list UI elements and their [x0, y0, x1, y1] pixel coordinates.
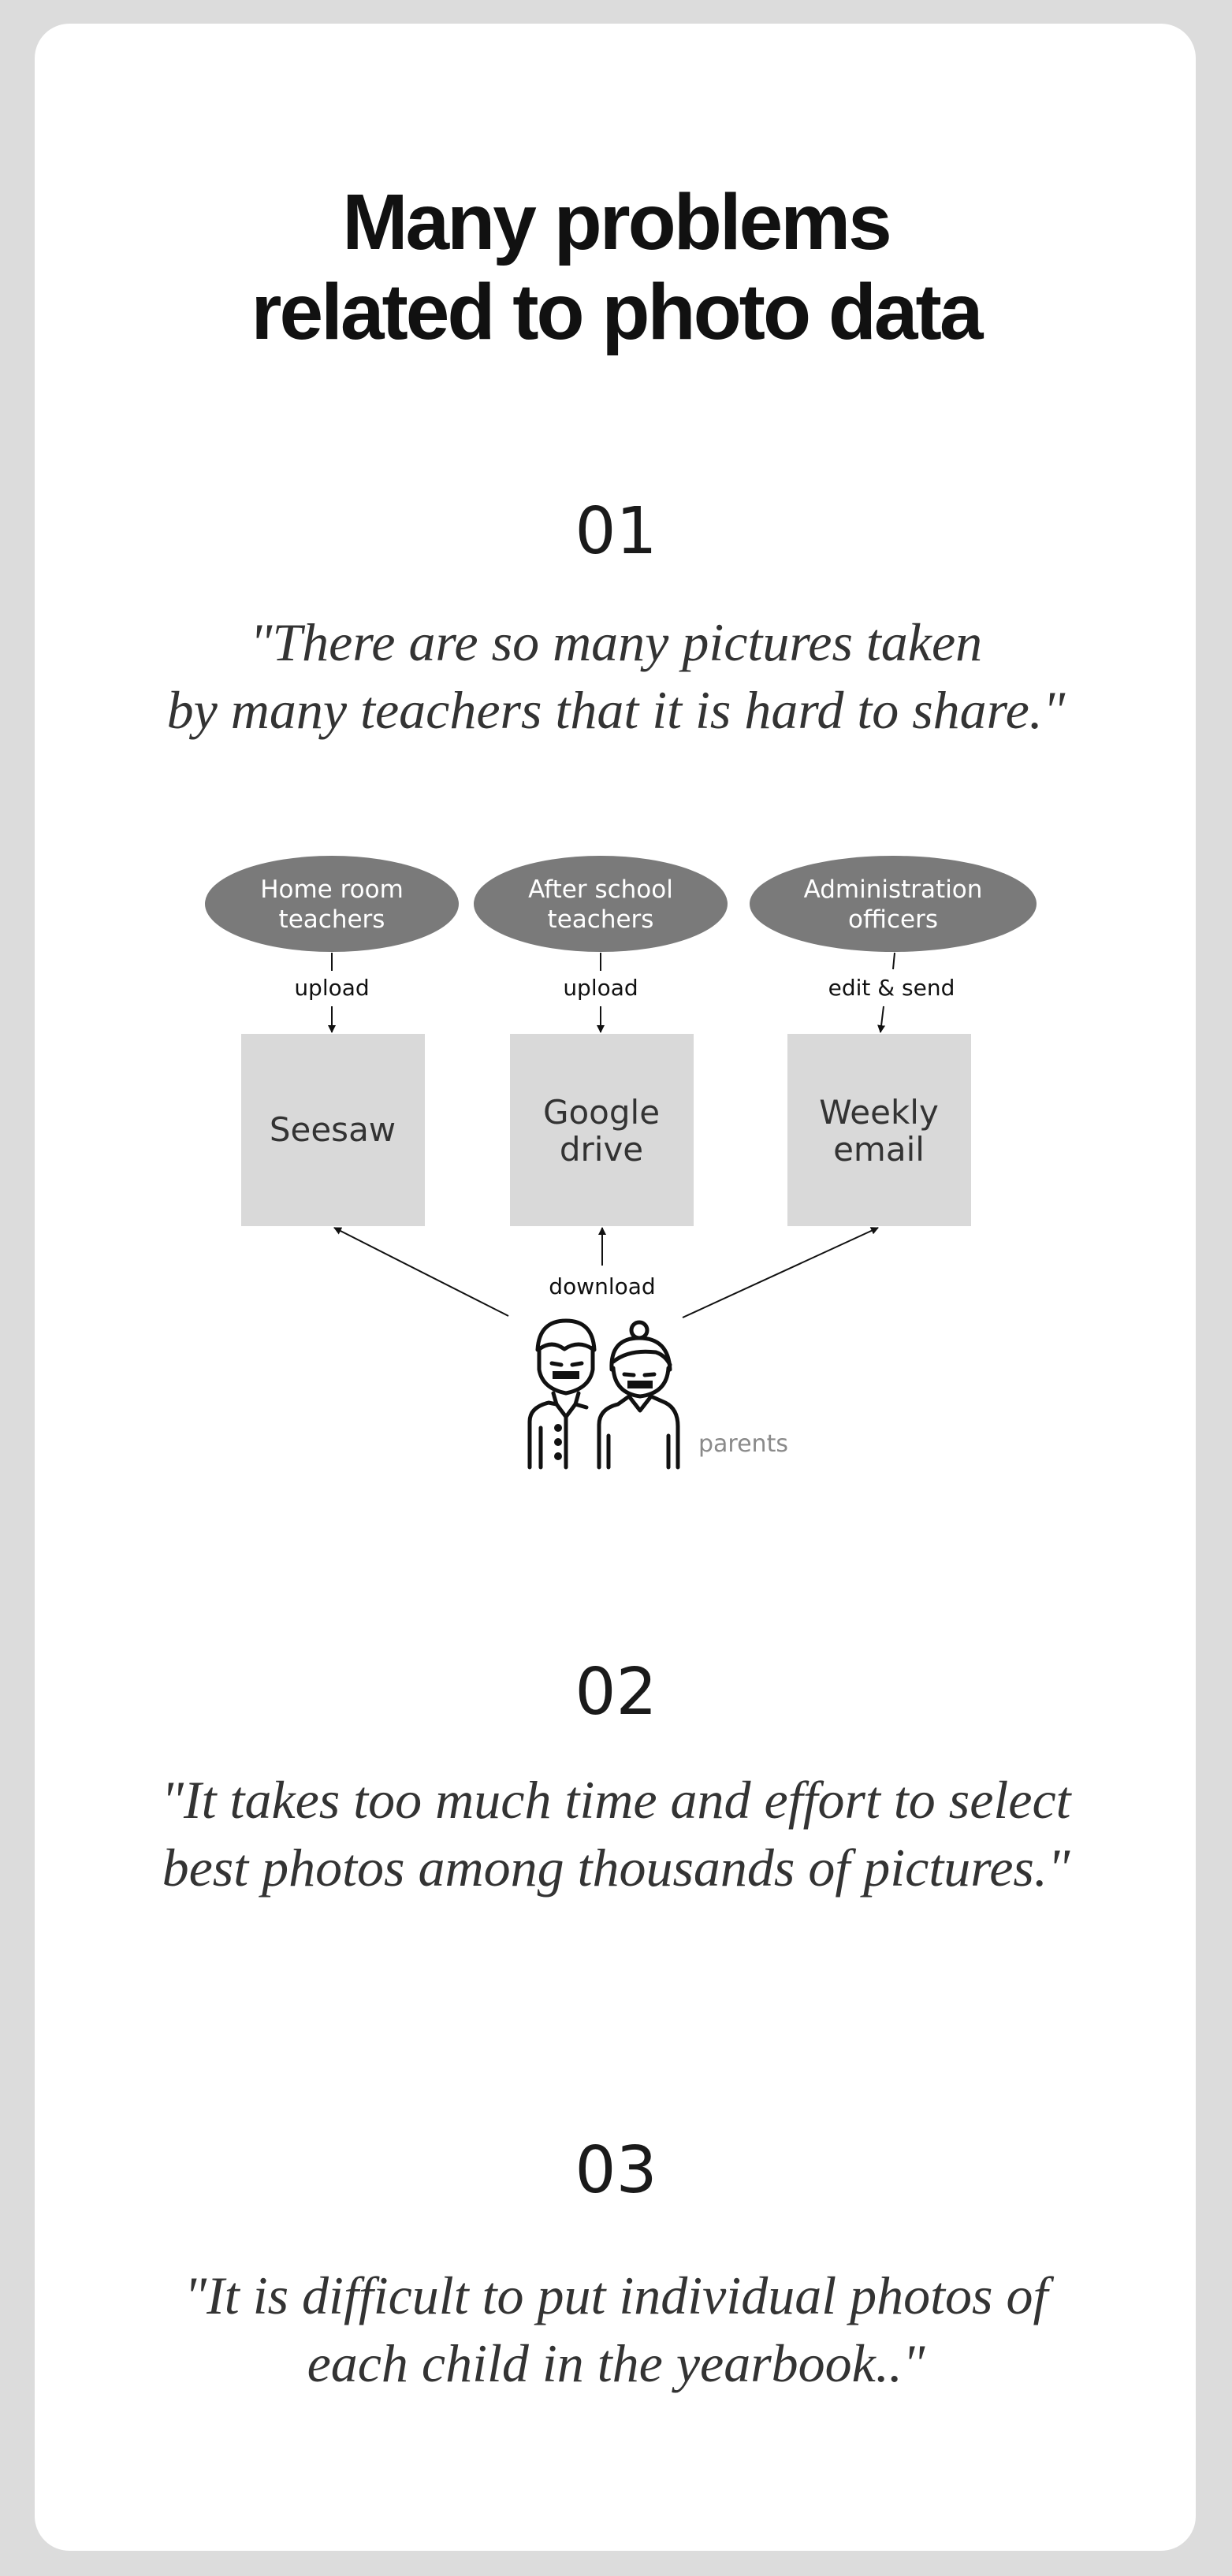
parents-label: parents [698, 1430, 788, 1458]
section-number-03: 03 [575, 2133, 657, 2208]
arrow-parents-to-seesaw [334, 1228, 508, 1316]
section-number-02: 02 [575, 1655, 657, 1730]
destination-label-line-2: drive [559, 1130, 644, 1169]
action-label-upload: upload [563, 975, 638, 1001]
connector-line [893, 953, 895, 969]
quote-01-line-2: by many teachers that it is hard to share." [166, 680, 1066, 740]
parents-icon [530, 1321, 678, 1467]
section-quote-02 [0, 1766, 1232, 1901]
download-label: download [549, 1273, 656, 1299]
source-label-line-2: teachers [278, 905, 385, 934]
destination-seesaw [241, 1034, 425, 1226]
section-number-01: 01 [575, 494, 657, 569]
source-afterschool-teachers [474, 856, 728, 952]
destination-label-line-1: Weekly [819, 1093, 939, 1132]
source-label-line-1: Home room [260, 875, 404, 904]
quote-02-line-2: best photos among thousands of pictures." [162, 1838, 1070, 1898]
destination-google-drive [510, 1034, 694, 1226]
source-administration-officers [750, 856, 1037, 952]
title-line-1: Many problems [342, 178, 890, 266]
action-label-upload: upload [294, 975, 370, 1001]
destination-label-line-1: Google [542, 1093, 661, 1132]
source-label-line-2: teachers [547, 905, 654, 934]
action-label-edit-send: edit & send [828, 975, 955, 1001]
section-quote-03 [0, 2262, 1232, 2397]
quote-01-line-1: "There are so many pictures taken [249, 612, 983, 672]
quote-02-line-1: "It takes too much time and effort to select [161, 1770, 1071, 1830]
destination-label: Seesaw [269, 1110, 396, 1149]
source-label-line-2: officers [848, 905, 938, 934]
source-homeroom-teachers [205, 856, 459, 952]
quote-03-line-2: each child in the yearbook.." [307, 2333, 925, 2393]
arrow-parents-to-weekly-email [683, 1228, 878, 1318]
source-label-line-1: After school [528, 875, 673, 904]
destination-label-line-2: email [833, 1130, 925, 1169]
title-line-2: related to photo data [251, 268, 981, 356]
source-label-line-1: Administration [803, 875, 983, 904]
quote-03-line-1: "It is difficult to put individual photos of [184, 2266, 1048, 2325]
destination-weekly-email [787, 1034, 971, 1226]
arrow-to-weekly-email [880, 1006, 884, 1032]
